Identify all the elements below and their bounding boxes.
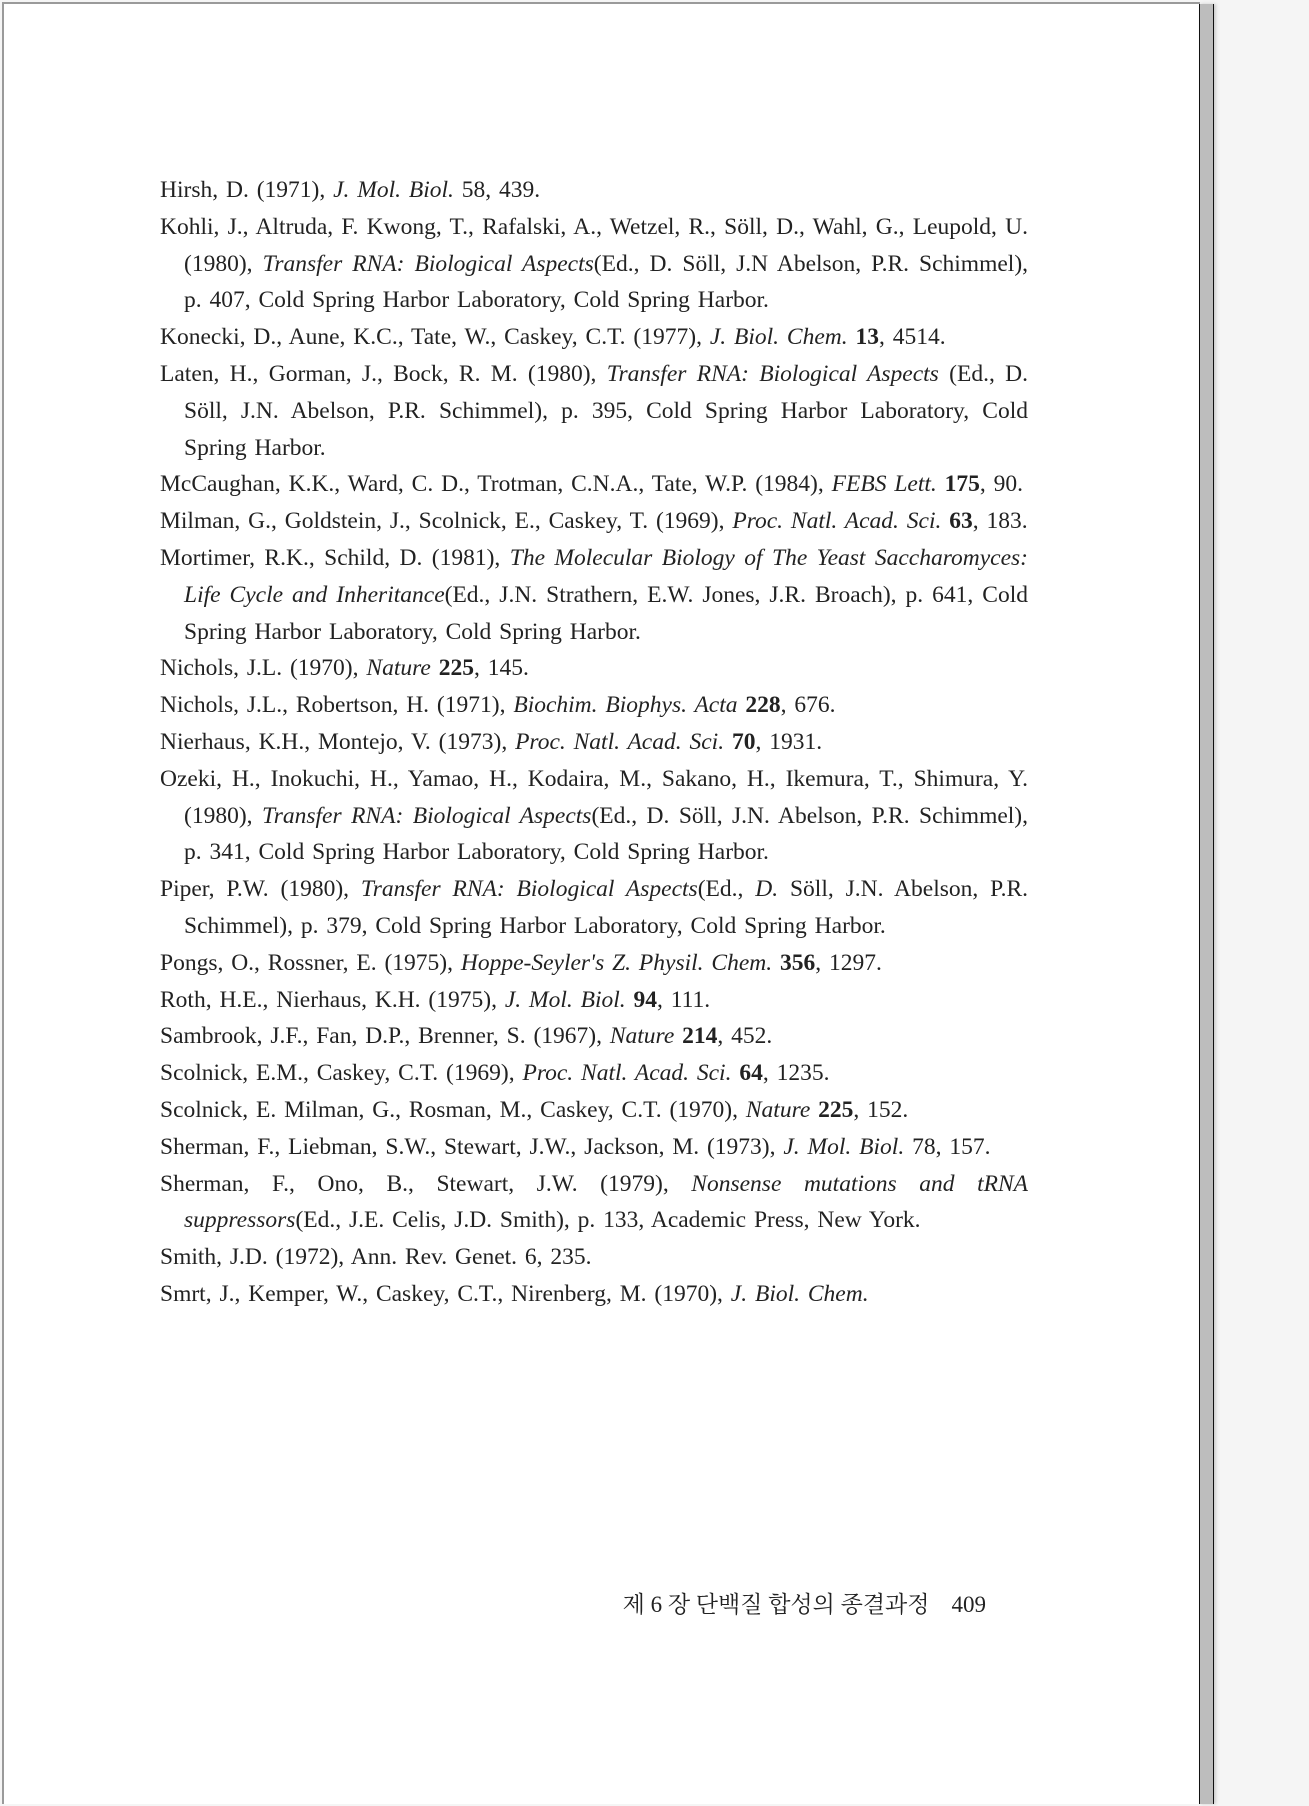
reference-title: Transfer RNA: Biological Aspects (261, 802, 592, 829)
reference-title: Proc. Natl. Acad. Sci. (732, 508, 942, 535)
reference-text: Nichols, J.L. (1970), (160, 655, 367, 682)
reference-entry (160, 871, 1028, 945)
reference-title: Transfer RNA: Biological Aspects (606, 360, 939, 387)
reference-text: , 4514. (879, 324, 946, 351)
reference-entry (160, 650, 1028, 687)
reference-entry (160, 356, 1028, 466)
reference-title: Biochim. Biophys. Acta (513, 692, 738, 719)
reference-entry (160, 1239, 1028, 1276)
reference-title: J. Biol. Chem. (709, 324, 848, 351)
reference-entry (160, 319, 1028, 356)
reference-text: Ozeki, H., Inokuchi, H., Yamao, H., Kodaira, M., Sakano, H., Ikemura, T., Shimura, Y. (1980), (160, 765, 1028, 829)
page-footer (574, 1586, 986, 1619)
reference-volume: 356 (779, 949, 816, 976)
reference-title: Nature (366, 655, 431, 682)
reference-title: Transfer RNA: Biological Aspects (262, 250, 594, 277)
reference-title: J. Biol. Chem. (730, 1280, 869, 1307)
reference-text: McCaughan, K.K., Ward, C. D., Trotman, C.N.A., Tate, W.P. (1984), (160, 471, 832, 498)
reference-title: Nature (609, 1023, 675, 1050)
reference-entry (160, 209, 1028, 319)
reference-entry (160, 172, 1028, 209)
reference-text: Sherman, F., Ono, B., Stewart, J.W. (1979), (160, 1170, 692, 1197)
reference-text: 78, 157. (904, 1133, 991, 1160)
reference-text: , 152. (853, 1096, 909, 1123)
reference-text: , 452. (717, 1023, 773, 1050)
reference-text: , 1235. (762, 1060, 830, 1087)
reference-entry (160, 1276, 1028, 1313)
reference-entry (160, 1092, 1028, 1129)
reference-text (431, 655, 439, 681)
reference-text: 58, 439. (453, 177, 541, 203)
reference-text: Smrt, J., Kemper, W., Caskey, C.T., Nirenberg, M. (1970), (160, 1280, 731, 1307)
reference-text (810, 1097, 818, 1123)
reference-title: J. Mol. Biol. (504, 986, 626, 1013)
reference-volume: 13 (855, 324, 879, 351)
reference-text: Smith, J.D. (1972), Ann. Rev. Genet. 6, 235. (160, 1244, 592, 1271)
reference-text: Nichols, J.L., Robertson, H. (1971), (160, 692, 514, 719)
reference-volume: 228 (745, 692, 781, 719)
reference-text: , 1931. (755, 728, 823, 755)
reference-entry (160, 761, 1028, 871)
reference-text (848, 324, 856, 350)
reference-text (626, 987, 634, 1013)
reference-list (160, 172, 1028, 1313)
reference-text: (Ed., J.E. Celis, J.D. Smith), p. 133, Academic Press, New York. (295, 1207, 921, 1234)
reference-title: Nonsense mutations and tRNA suppressors (184, 1170, 1028, 1234)
reference-volume: 94 (633, 986, 658, 1013)
page-edge (1199, 4, 1214, 1804)
reference-title: J. Mol. Biol. (783, 1133, 905, 1160)
reference-text: Piper, P.W. (1980), (160, 876, 361, 903)
reference-text: (Ed., J.N. Strathern, E.W. Jones, J.R. Broach), p. 641, Cold Spring Harbor Laboratory, Cold Spring Harbor. (184, 581, 1028, 645)
reference-text: , 183. (972, 508, 1028, 535)
reference-text: (Ed., D. Söll, J.N. Abelson, P.R. Schimmel), p. 395, Cold Spring Harbor Laboratory, Cold Spring Harbor. (184, 360, 1028, 461)
reference-volume: 64 (739, 1060, 763, 1087)
reference-text: Scolnick, E.M., Caskey, C.T. (1969), (160, 1060, 523, 1087)
reference-title: Proc. Natl. Acad. Sci. (522, 1060, 732, 1087)
reference-entry (160, 1018, 1028, 1055)
reference-text: Scolnick, E. Milman, G., Rosman, M., Caskey, C.T. (1970), (160, 1096, 746, 1123)
reference-text: Pongs, O., Rossner, E. (1975), (160, 949, 461, 976)
reference-text: (Ed., D. Söll, J.N Abelson, P.R. Schimmel), p. 407, Cold Spring Harbor Laboratory, Cold Spring Harbor. (184, 250, 1029, 314)
reference-title: Proc. Natl. Acad. Sci. (515, 728, 725, 755)
reference-entry (160, 687, 1028, 724)
reference-entry (160, 1166, 1028, 1240)
reference-text: (Ed., D. Söll, J.N. Abelson, P.R. Schimmel), p. 341, Cold Spring Harbor Laboratory, Cold Spring Harbor. (184, 802, 1029, 866)
reference-title: Nature (745, 1096, 811, 1123)
reference-entry (160, 1129, 1028, 1166)
reference-title: FEBS Lett. (831, 471, 937, 498)
document-page (2, 2, 1200, 1804)
page-number: 409 (951, 1592, 986, 1617)
chapter-title: 제 6 장 단백질 합성의 종결과정 (622, 1592, 930, 1617)
reference-text: , 676. (780, 692, 836, 719)
reference-text (772, 950, 780, 976)
reference-title: D. (755, 876, 779, 903)
reference-text: , 90. (979, 471, 1024, 498)
reference-title: J. Mol. Biol. (333, 177, 454, 203)
reference-title: Transfer RNA: Biological Aspects (360, 876, 698, 903)
reference-entry (160, 466, 1028, 503)
reference-title: The Molecular Biology of The Yeast Saccharomyces: Life Cycle and Inheritance (184, 544, 1028, 608)
reference-volume: 214 (682, 1023, 718, 1050)
reference-text: Sambrook, J.F., Fan, D.P., Brenner, S. (1967), (160, 1023, 610, 1050)
reference-text: Söll, J.N. Abelson, P.R. Schimmel), p. 379, Cold Spring Harbor Laboratory, Cold Spring Harbor. (184, 876, 1029, 939)
reference-entry (160, 1055, 1028, 1092)
reference-text: Konecki, D., Aune, K.C., Tate, W., Caskey, C.T. (1977), (160, 324, 710, 351)
reference-text (724, 729, 732, 755)
reference-text (937, 471, 945, 497)
reference-text (674, 1023, 682, 1049)
reference-text: , 145. (473, 655, 529, 682)
reference-entry (160, 724, 1028, 761)
reference-text: Hirsh, D. (1971), (160, 177, 334, 203)
reference-volume: 225 (438, 655, 474, 682)
reference-entry (160, 945, 1028, 982)
reference-text: Milman, G., Goldstein, J., Scolnick, E., Caskey, T. (1969), (160, 508, 733, 535)
reference-text: Nierhaus, K.H., Montejo, V. (1973), (160, 728, 516, 755)
reference-text: , 111. (657, 986, 711, 1013)
reference-entry (160, 982, 1028, 1019)
reference-text: , 1297. (815, 949, 882, 976)
reference-volume: 63 (949, 508, 973, 535)
reference-text: (Ed., (697, 876, 756, 903)
reference-volume: 175 (944, 471, 980, 498)
reference-text: Laten, H., Gorman, J., Bock, R. M. (1980), (160, 360, 607, 387)
reference-title: Hoppe-Seyler's Z. Physil. Chem. (460, 949, 773, 976)
reference-entry (160, 540, 1028, 650)
reference-entry (160, 503, 1028, 540)
reference-text: Roth, H.E., Nierhaus, K.H. (1975), (160, 986, 505, 1013)
reference-volume: 70 (731, 728, 756, 755)
reference-text: Sherman, F., Liebman, S.W., Stewart, J.W., Jackson, M. (1973), (160, 1133, 784, 1160)
reference-volume: 225 (818, 1096, 854, 1123)
reference-text: Kohli, J., Altruda, F. Kwong, T., Rafalski, A., Wetzel, R., Söll, D., Wahl, G., Leupold, U. (1980), (160, 213, 1028, 277)
reference-text: Mortimer, R.K., Schild, D. (1981), (160, 544, 510, 571)
